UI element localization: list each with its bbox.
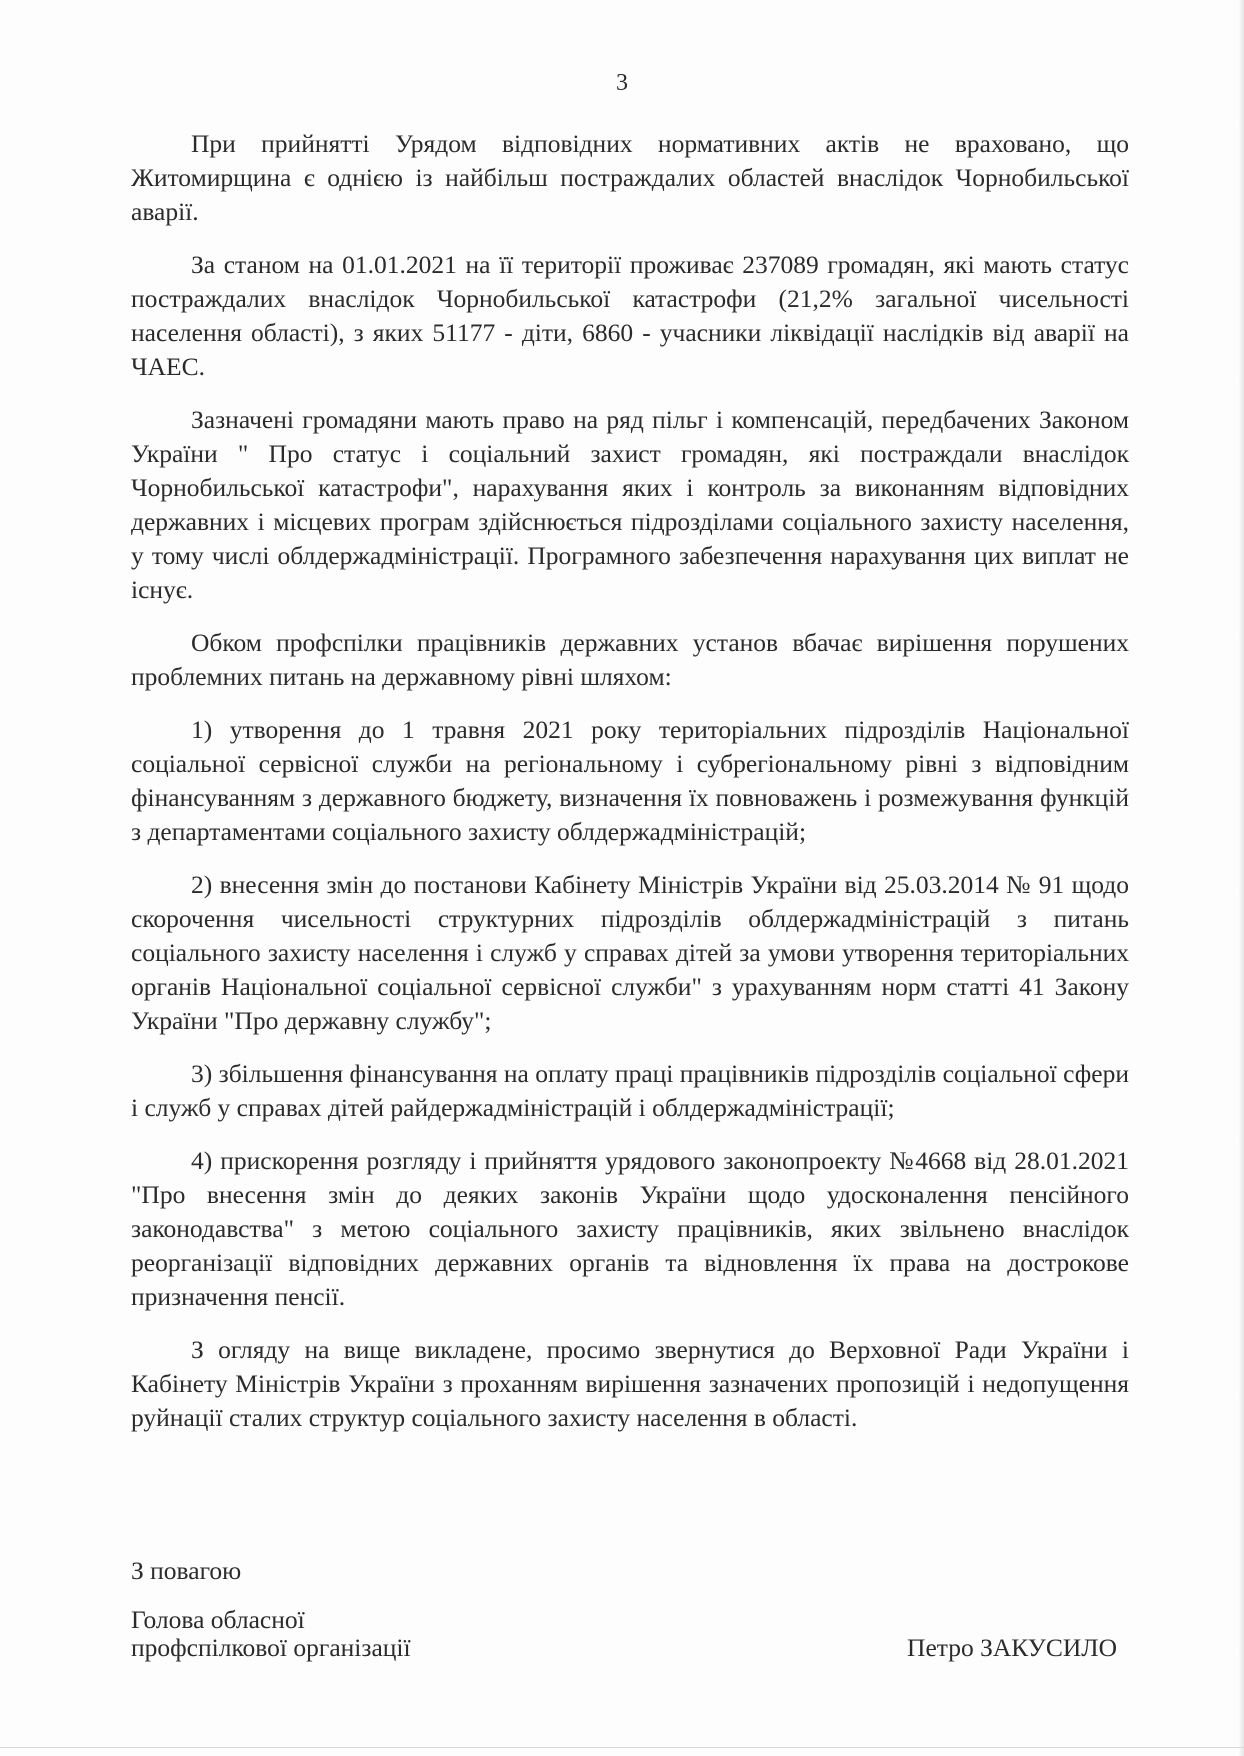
paragraph-request: З огляду на вище викладене, просимо звернутися до Верховної Ради України і Кабінету Міністрів України з проханням вирішення зазначених пропозицій і недопущення руйнації сталих структур соціального захисту населення в області. bbox=[131, 1335, 1129, 1432]
proposal-item-3: 3) збільшення фінансування на оплату праці працівників підрозділів соціальної сфери і служб у справах дітей райдержадміністрацій і облдержадміністрації; bbox=[131, 1059, 1129, 1122]
proposal-item-2: 2) внесення змін до постанови Кабінету Міністрів України від 25.03.2014 № 91 щодо скорочення чисельності структурних підрозділів облдержадміністрацій з питань соціального захисту населення і служб у справах дітей за умови утворення територіальних органів Національної соціальної сервісної служби" з урахуванням норм статті 41 Закону України "Про державну службу"; bbox=[131, 870, 1129, 1035]
closing-phrase: З повагою bbox=[131, 1556, 242, 1585]
signatory-name: Петро ЗАКУСИЛО bbox=[907, 1633, 1117, 1662]
signatory-title-line-1: Голова обласної bbox=[131, 1605, 305, 1634]
paragraph-benefits: Зазначені громадяни мають право на ряд пільг і компенсацій, передбачених Законом України " Про статус і соціальний захист громадян, які постраждали внаслідок Чорнобильської катастрофи", нарахування яких і контроль за виконанням відповідних державних і місцевих програм здійснюється підрозділами соціального захисту населення, у тому числі облдержадміністрації. Програмного забезпечення нарахування цих виплат не існує. bbox=[131, 405, 1129, 604]
signatory-title bbox=[131, 1606, 411, 1662]
proposal-item-1: 1) утворення до 1 травня 2021 року територіальних підрозділів Національної соціальної сервісної служби на регіональному і субрегіональному рівні з відповідним фінансуванням з державного бюджету, визначення їх повноважень і розмежування функцій з департаментами соціального захисту облдержадміністрацій; bbox=[131, 715, 1129, 846]
page-edge bbox=[1238, 0, 1244, 1756]
scan-bottom-line bbox=[0, 1747, 1244, 1748]
letter-body bbox=[131, 127, 1129, 1454]
paragraph-intro: При прийнятті Урядом відповідних нормативних актів не враховано, що Житомирщина є однією із найбільш постраждалих областей внаслідок Чорнобильської аварії. bbox=[131, 129, 1129, 226]
paragraph-statistics: За станом на 01.01.2021 на її території проживає 237089 громадян, які мають статус постраждалих внаслідок Чорнобильської катастрофи (21,2% загальної чисельності населення області), з яких 51177 - діти, 6860 - учасники ліквідації наслідків від аварії на ЧАЕС. bbox=[131, 250, 1129, 381]
paragraph-proposal-intro: Обком профспілки працівників державних установ вбачає вирішення порушених проблемних питань на державному рівні шляхом: bbox=[131, 628, 1129, 691]
proposal-item-4: 4) прискорення розгляду і прийняття урядового законопроекту №4668 від 28.01.2021 "Про внесення змін до деяких законів України щодо удосконалення пенсійного законодавства" з метою соціального захисту працівників, яких звільнено внаслідок реорганізації відповідних державних органів та відновлення їх права на дострокове призначення пенсії. bbox=[131, 1146, 1129, 1311]
page-number: 3 bbox=[616, 70, 628, 96]
signatory-title-line-2: профспілкової організації bbox=[131, 1633, 411, 1662]
